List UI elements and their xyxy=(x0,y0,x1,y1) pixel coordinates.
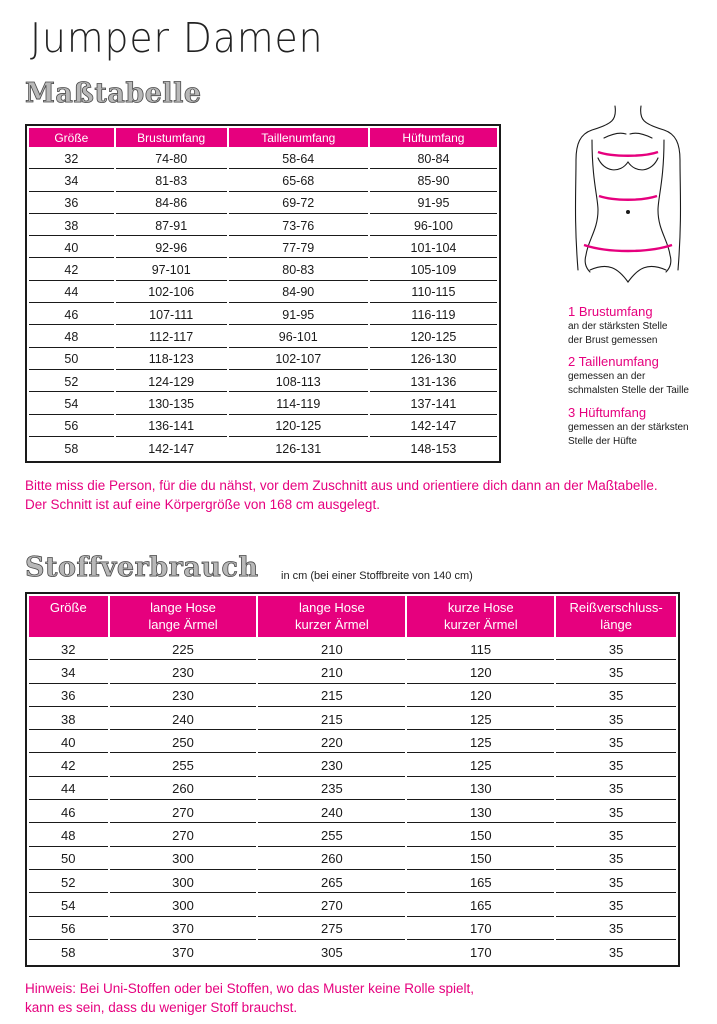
page-title: Jumper Damen xyxy=(30,14,324,62)
table-cell: 58 xyxy=(61,945,76,960)
table-cell: 125 xyxy=(407,732,554,753)
table-cell: 225 xyxy=(110,639,257,660)
table-row xyxy=(29,802,676,823)
stoffverbrauch-table xyxy=(25,592,680,967)
table-cell: 92-96 xyxy=(116,238,227,258)
table-cell: 215 xyxy=(258,686,405,707)
table-cell: 96-101 xyxy=(229,327,368,347)
table-cell: 265 xyxy=(258,872,405,893)
table-cell: 370 xyxy=(110,919,257,940)
table-cell: 275 xyxy=(258,919,405,940)
header-line: Größe xyxy=(49,600,87,615)
table-cell: 91-95 xyxy=(229,305,368,325)
table-cell: 36 xyxy=(29,194,114,214)
table-cell: 35 xyxy=(556,872,676,893)
table-row xyxy=(29,283,497,303)
table-cell: 125 xyxy=(407,755,554,776)
legend-brustumfang xyxy=(568,304,713,348)
table-cell: 35 xyxy=(556,686,676,707)
table-cell: 48 xyxy=(29,327,114,347)
table-cell: 142-147 xyxy=(370,417,497,437)
legend-heading: 1 Brustumfang xyxy=(568,304,653,319)
table-cell: 124-129 xyxy=(116,372,227,392)
column-header xyxy=(258,596,405,637)
table-row xyxy=(29,662,676,683)
table-cell: 136-141 xyxy=(116,417,227,437)
table-row xyxy=(29,350,497,370)
table-cell: 230 xyxy=(110,686,257,707)
table-cell: 165 xyxy=(407,872,554,893)
stoffverbrauch-heading: Stoffverbrauch xyxy=(25,552,259,583)
table-cell: 305 xyxy=(321,945,343,960)
table-cell: 130 xyxy=(407,802,554,823)
table-cell: 170 xyxy=(407,919,554,940)
table-cell: 54 xyxy=(29,895,108,916)
table-cell: 44 xyxy=(29,283,114,303)
legend-text: gemessen an der xyxy=(568,371,646,382)
table-cell: 56 xyxy=(29,417,114,437)
table-cell: 102-107 xyxy=(229,350,368,370)
table-row xyxy=(29,709,676,730)
stoffverbrauch-note xyxy=(25,979,705,1017)
table-cell: 131-136 xyxy=(370,372,497,392)
column-header: Brustumfang xyxy=(116,128,227,147)
table-cell: 255 xyxy=(258,825,405,846)
table-cell: 46 xyxy=(29,802,108,823)
torso-figure-icon xyxy=(568,100,688,300)
masstabelle-table xyxy=(25,124,501,463)
table-cell: 56 xyxy=(29,919,108,940)
table-cell: 35 xyxy=(556,709,676,730)
table-cell: 32 xyxy=(29,639,108,660)
table-cell: 35 xyxy=(608,945,624,960)
table-cell: 118-123 xyxy=(116,350,227,370)
stoffverbrauch-subnote: in cm (bei einer Stoffbreite von 140 cm) xyxy=(281,570,473,582)
note-line: Der Schnitt ist auf eine Körpergröße von 168 cm ausgelegt. xyxy=(25,497,380,512)
table-row xyxy=(29,394,497,414)
table-cell: 255 xyxy=(110,755,257,776)
legend-hueftumfang xyxy=(568,405,713,449)
table-cell: 73-76 xyxy=(229,216,368,236)
table-cell: 42 xyxy=(29,755,108,776)
table-cell: 35 xyxy=(556,732,676,753)
table-cell: 126-131 xyxy=(275,442,322,456)
table-row xyxy=(29,755,676,776)
table-cell: 91-95 xyxy=(370,194,497,214)
table-cell: 35 xyxy=(556,849,676,870)
table-cell: 115 xyxy=(407,639,554,660)
table-cell: 215 xyxy=(258,709,405,730)
table-row xyxy=(29,194,497,214)
table-cell: 130 xyxy=(407,779,554,800)
table-cell: 85-90 xyxy=(370,171,497,191)
table-cell: 35 xyxy=(556,895,676,916)
table-cell: 52 xyxy=(29,372,114,392)
table-cell: 108-113 xyxy=(229,372,368,392)
table-cell: 34 xyxy=(29,171,114,191)
stoffverbrauch-header-row xyxy=(29,596,676,637)
table-cell: 42 xyxy=(29,260,114,280)
table-cell: 150 xyxy=(407,825,554,846)
table-cell: 69-72 xyxy=(229,194,368,214)
table-cell: 36 xyxy=(29,686,108,707)
table-cell: 50 xyxy=(29,350,114,370)
table-cell: 44 xyxy=(29,779,108,800)
table-cell: 105-109 xyxy=(370,260,497,280)
table-cell: 48 xyxy=(29,825,108,846)
header-line: kurzer Ärmel xyxy=(295,617,369,632)
table-cell: 120-125 xyxy=(229,417,368,437)
column-header: Hüftumfang xyxy=(370,128,497,147)
table-cell: 46 xyxy=(29,305,114,325)
note-line: Hinweis: Bei Uni-Stoffen oder bei Stoffen, wo das Muster keine Rolle spielt, xyxy=(25,981,474,996)
table-cell: 97-101 xyxy=(116,260,227,280)
column-header xyxy=(110,596,257,637)
table-cell: 35 xyxy=(556,802,676,823)
table-cell: 54 xyxy=(29,394,114,414)
table-cell: 114-119 xyxy=(229,394,368,414)
table-cell: 107-111 xyxy=(116,305,227,325)
column-header: Größe xyxy=(29,128,114,147)
table-cell: 84-86 xyxy=(116,194,227,214)
header-line: länge xyxy=(600,617,633,632)
table-cell: 240 xyxy=(258,802,405,823)
table-cell: 270 xyxy=(110,802,257,823)
legend-text: der Brust gemessen xyxy=(568,335,658,346)
table-cell: 80-83 xyxy=(229,260,368,280)
table-row xyxy=(29,260,497,280)
table-row xyxy=(29,919,676,940)
table-cell: 165 xyxy=(407,895,554,916)
table-cell: 300 xyxy=(110,849,257,870)
table-row xyxy=(29,895,676,916)
table-cell: 300 xyxy=(110,895,257,916)
header-line: Reißverschluss- xyxy=(569,600,663,615)
table-cell: 220 xyxy=(258,732,405,753)
table-cell: 65-68 xyxy=(229,171,368,191)
table-cell: 125 xyxy=(407,709,554,730)
table-cell: 87-91 xyxy=(116,216,227,236)
table-row xyxy=(29,327,497,347)
table-cell: 230 xyxy=(110,662,257,683)
table-row xyxy=(29,872,676,893)
table-cell: 40 xyxy=(29,732,108,753)
table-row xyxy=(29,171,497,191)
legend-text: gemessen an der stärksten xyxy=(568,422,689,433)
table-cell: 38 xyxy=(29,216,114,236)
masstabelle-note xyxy=(25,476,705,514)
column-header xyxy=(407,596,554,637)
table-cell: 35 xyxy=(556,779,676,800)
header-line: lange Hose xyxy=(299,600,365,615)
table-cell: 240 xyxy=(110,709,257,730)
table-cell: 35 xyxy=(556,919,676,940)
table-cell: 170 xyxy=(469,945,492,960)
masstabelle-header-row xyxy=(29,128,497,147)
table-cell: 150 xyxy=(407,849,554,870)
table-cell: 300 xyxy=(110,872,257,893)
table-cell: 52 xyxy=(29,872,108,893)
table-row xyxy=(29,439,497,459)
table-cell: 50 xyxy=(29,849,108,870)
legend-heading: 3 Hüftumfang xyxy=(568,405,647,420)
header-line: lange Ärmel xyxy=(148,617,218,632)
table-cell: 370 xyxy=(172,945,194,960)
header-line: kurze Hose xyxy=(447,600,514,615)
table-cell: 148-153 xyxy=(410,442,457,456)
table-cell: 81-83 xyxy=(116,171,227,191)
table-row xyxy=(29,417,497,437)
table-cell: 142-147 xyxy=(148,442,195,456)
legend-text: schmalsten Stelle der Taille xyxy=(568,385,689,396)
table-cell: 34 xyxy=(29,662,108,683)
table-cell: 102-106 xyxy=(116,283,227,303)
column-header xyxy=(556,596,676,637)
table-row xyxy=(29,216,497,236)
table-cell: 38 xyxy=(29,709,108,730)
table-cell: 120 xyxy=(407,686,554,707)
table-cell: 235 xyxy=(258,779,405,800)
table-cell: 137-141 xyxy=(370,394,497,414)
table-cell: 35 xyxy=(556,662,676,683)
table-cell: 74-80 xyxy=(116,149,227,169)
table-cell: 210 xyxy=(258,639,405,660)
table-cell: 58-64 xyxy=(229,149,368,169)
table-cell: 260 xyxy=(258,849,405,870)
table-cell: 96-100 xyxy=(370,216,497,236)
table-cell: 80-84 xyxy=(370,149,497,169)
table-cell: 116-119 xyxy=(370,305,497,325)
table-row xyxy=(29,238,497,258)
table-cell: 84-90 xyxy=(229,283,368,303)
header-line: kurzer Ärmel xyxy=(443,617,518,632)
table-cell: 32 xyxy=(29,149,114,169)
table-cell: 112-117 xyxy=(116,327,227,347)
table-row xyxy=(29,849,676,870)
table-cell: 126-130 xyxy=(370,350,497,370)
legend-text: Stelle der Hüfte xyxy=(568,436,637,447)
table-cell: 260 xyxy=(110,779,257,800)
table-cell: 270 xyxy=(110,825,257,846)
table-cell: 110-115 xyxy=(370,283,497,303)
table-cell: 130-135 xyxy=(116,394,227,414)
note-line: kann es sein, dass du weniger Stoff brauchst. xyxy=(25,1000,298,1015)
table-cell: 35 xyxy=(556,639,676,660)
table-row xyxy=(29,686,676,707)
table-row xyxy=(29,779,676,800)
table-row xyxy=(29,149,497,169)
table-cell: 270 xyxy=(258,895,405,916)
legend-text: an der stärksten Stelle xyxy=(568,321,668,332)
table-cell: 77-79 xyxy=(229,238,368,258)
table-cell: 230 xyxy=(258,755,405,776)
legend-heading: 2 Taillenumfang xyxy=(568,354,659,369)
table-cell: 35 xyxy=(556,825,676,846)
table-row xyxy=(29,305,497,325)
table-row xyxy=(29,639,676,660)
table-cell: 250 xyxy=(110,732,257,753)
masstabelle-heading: Maßtabelle xyxy=(25,78,202,109)
column-header: Taillenumfang xyxy=(229,128,368,147)
table-row xyxy=(29,942,676,963)
table-cell: 210 xyxy=(258,662,405,683)
table-cell: 35 xyxy=(556,755,676,776)
table-row xyxy=(29,732,676,753)
table-cell: 120 xyxy=(407,662,554,683)
table-row xyxy=(29,825,676,846)
table-cell: 101-104 xyxy=(370,238,497,258)
table-cell: 58 xyxy=(64,442,79,456)
table-cell: 120-125 xyxy=(370,327,497,347)
column-header xyxy=(29,596,108,637)
table-row xyxy=(29,372,497,392)
header-line: lange Hose xyxy=(150,600,216,615)
table-cell: 40 xyxy=(29,238,114,258)
legend-taillenumfang xyxy=(568,354,713,398)
note-line: Bitte miss die Person, für die du nähst, vor dem Zuschnitt aus und orientiere dich dann an der Maßtabelle. xyxy=(25,478,658,493)
